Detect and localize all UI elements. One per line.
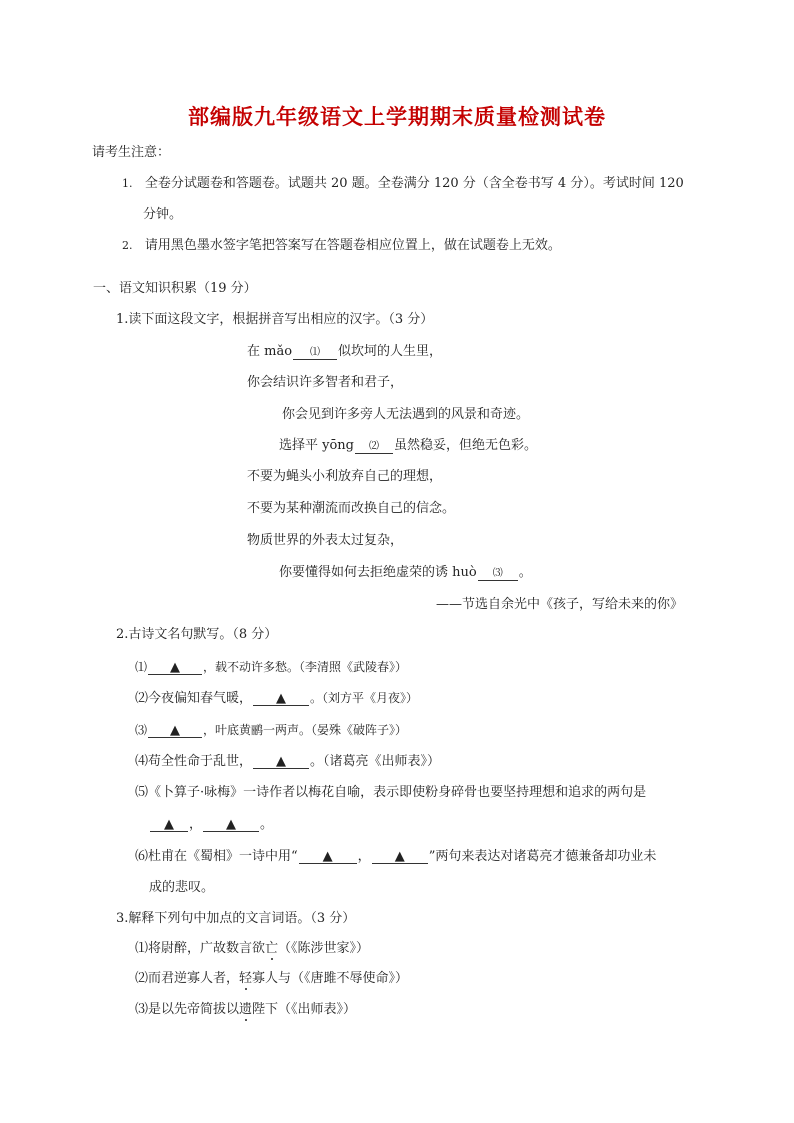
- q1-line-5: 不要为蝇头小利放弃自己的理想，: [247, 469, 443, 484]
- q1-line-8: [279, 564, 532, 582]
- pinyin-blank-2[interactable]: ⑵: [355, 440, 393, 454]
- q1-line-8-end: 。: [518, 565, 532, 580]
- q2-item-1: [135, 658, 407, 676]
- q2-item-6: [135, 848, 656, 866]
- pinyin-blank-1[interactable]: ⑴: [293, 346, 337, 360]
- q2-item-5: [135, 784, 646, 802]
- q2-item-6-start: 杜甫在《蜀相》一诗中用“: [148, 849, 298, 864]
- answer-blank[interactable]: ▲: [203, 818, 259, 832]
- notice-item-1: [122, 175, 684, 193]
- answer-blank[interactable]: ▲: [150, 818, 188, 832]
- q3-item-1-start: 将尉醉，广故数言欲: [148, 941, 266, 956]
- notice-item-2-text: 请用黑色墨水签字笔把答案写在答题卷相应位置上，做在试题卷上无效。: [144, 238, 561, 253]
- dotted-word: 亡: [265, 941, 279, 956]
- q2-item-5-number: ⑸: [135, 785, 149, 800]
- q2-item-5-separator: ，: [189, 817, 203, 832]
- q2-item-4-start: 苟全性命于乱世，: [148, 754, 253, 769]
- q2-item-1-number: ⑴: [135, 660, 148, 674]
- answer-blank[interactable]: ▲: [148, 661, 202, 675]
- q3-item-3-start: 是以先帝简拔以: [148, 1002, 240, 1017]
- q1-line-1-end: 似坎坷的人生里，: [338, 344, 443, 359]
- answer-blank[interactable]: ▲: [253, 692, 309, 706]
- answer-blank[interactable]: ▲: [372, 850, 428, 864]
- q3-prompt: 3.解释下列句中加点的文言词语。（3 分）: [116, 911, 356, 926]
- q1-line-4-start: 选择平 yōng: [279, 438, 354, 453]
- q3-item-2-number: ⑵: [135, 971, 149, 986]
- q2-prompt: 2.古诗文名句默写。（8 分）: [116, 627, 278, 642]
- q3-item-1: [135, 940, 369, 958]
- section-heading: 一、语文知识积累（19 分）: [93, 281, 257, 296]
- q3-item-1-end: （《陈涉世家》）: [278, 941, 370, 956]
- q1-line-8-start: 你要懂得如何去拒绝虚荣的诱 huò: [279, 565, 477, 580]
- answer-blank[interactable]: ▲: [253, 755, 309, 769]
- q2-item-3: [135, 721, 407, 739]
- notice-heading: 请考生注意：: [92, 145, 171, 160]
- q2-item-2-start: 今夜偏知春气暖，: [148, 691, 253, 706]
- notice-item-1-cont: 分钟。: [143, 207, 183, 222]
- page-title: 部编版九年级语文上学期期末质量检测试卷: [188, 105, 606, 129]
- notice-item-2-number: 2.: [122, 239, 133, 252]
- q2-item-2: [135, 689, 418, 708]
- q3-item-2-end: 寡人与（《唐雎不辱使命》）: [252, 971, 409, 986]
- q2-item-5-end: 。: [260, 817, 274, 832]
- q2-item-4-number: ⑷: [135, 754, 149, 769]
- q3-item-1-number: ⑴: [135, 941, 149, 956]
- notice-item-2: [122, 237, 561, 255]
- q2-item-6-number: ⑹: [135, 849, 149, 864]
- q1-source: ——节选自余光中《孩子，写给未来的你》: [436, 597, 684, 612]
- pinyin-blank-3[interactable]: ⑶: [478, 567, 518, 581]
- q1-line-3: 你会见到许多旁人无法遇到的风景和奇迹。: [282, 407, 530, 422]
- q1-line-1: [247, 343, 442, 361]
- q2-item-3-number: ⑶: [135, 723, 148, 737]
- q2-item-6-end: ”两句来表达对诸葛亮才德兼备却功业未: [428, 849, 657, 864]
- q2-item-4: [135, 753, 440, 771]
- answer-blank[interactable]: ▲: [299, 850, 357, 864]
- q1-line-6: 不要为某种潮流而改换自己的信念。: [247, 501, 456, 516]
- dotted-word: 轻: [239, 971, 253, 986]
- q2-item-1-text: ，载不动许多愁。（李清照《武陵春》）: [203, 660, 408, 674]
- q2-item-2-end: 。（刘方平《月夜》）: [310, 691, 419, 705]
- q3-item-3-end: 陛下（《出师表》）: [252, 1002, 357, 1017]
- q1-line-2: 你会结识许多智者和君子，: [247, 375, 404, 390]
- dotted-word: 遗: [239, 1002, 253, 1017]
- q3-item-3: [135, 1001, 356, 1019]
- q1-line-4: [279, 437, 537, 455]
- q2-item-4-end: 。（诸葛亮《出师表》）: [310, 754, 441, 769]
- q2-item-3-text: ，叶底黄鹂一两声。（晏殊《破阵子》）: [203, 723, 408, 737]
- q1-prompt: 1.读下面这段文字，根据拼音写出相应的汉字。（3 分）: [116, 312, 434, 327]
- notice-item-1-text: 全卷分试题卷和答题卷。试题共 20 题。全卷满分 120 分（含全卷书写 4 分）。考试时间 120: [144, 176, 684, 191]
- q2-item-6-cont: 成的悲叹。: [149, 880, 215, 895]
- q2-item-6-separator: ，: [357, 849, 371, 864]
- q1-line-1-start: 在 mǎo: [247, 344, 293, 359]
- notice-item-1-number: 1.: [122, 177, 133, 190]
- answer-blank[interactable]: ▲: [148, 724, 202, 738]
- q2-item-5-text: 《卜算子·咏梅》一诗作者以梅花自喻，表示即使粉身碎骨也要坚持理想和追求的两句是: [148, 785, 647, 800]
- q2-item-2-number: ⑵: [135, 691, 149, 706]
- q1-line-4-end: 虽然稳妥，但绝无色彩。: [394, 438, 538, 453]
- q1-line-7: 物质世界的外表太过复杂，: [247, 533, 404, 548]
- q3-item-2-start: 而君逆寡人者，: [148, 971, 240, 986]
- q3-item-2: [135, 970, 408, 988]
- q3-item-3-number: ⑶: [135, 1002, 149, 1017]
- q2-item-5-blanks: [149, 816, 273, 834]
